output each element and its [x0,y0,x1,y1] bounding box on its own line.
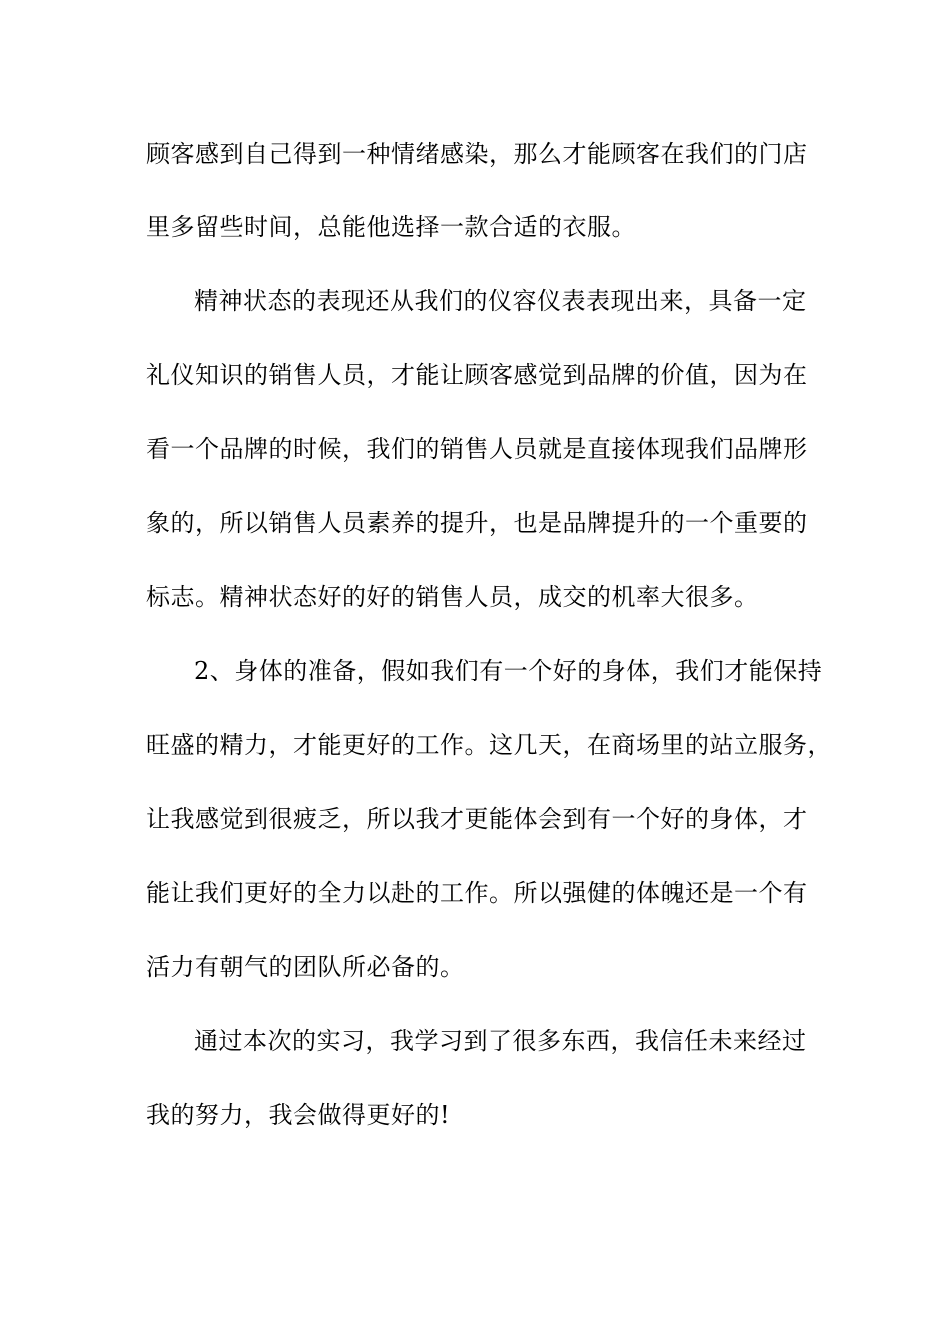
text-line: 象的，所以销售人员素养的提升，也是品牌提升的一个重要的 [146,509,808,537]
text-line: 礼仪知识的销售人员，才能让顾客感觉到品牌的价值，因为在 [146,361,808,389]
text-line: 活力有朝气的团队所必备的。 [146,953,465,981]
text-line: 能让我们更好的全力以赴的工作。所以强健的体魄还是一个有 [146,879,808,907]
paragraph-first-line: 2、身体的准备，假如我们有一个好的身体，我们才能保持 [194,657,823,685]
paragraph-first-line: 通过本次的实习，我学习到了很多东西，我信任未来经过 [194,1027,807,1055]
text-line: 标志。精神状态好的好的销售人员，成交的机率大很多。 [146,583,759,611]
text-line: 顾客感到自己得到一种情绪感染，那么才能顾客在我们的门店 [146,140,808,168]
text-line: 让我感觉到很疲乏，所以我才更能体会到有一个好的身体，才 [146,805,808,833]
text-line: 看一个品牌的时候，我们的销售人员就是直接体现我们品牌形 [146,435,808,463]
text-line: 旺盛的精力，才能更好的工作。这几天，在商场里的站立服务， [146,731,832,759]
text-line: 我的努力，我会做得更好的! [146,1101,451,1129]
text-line: 里多留些时间，总能他选择一款合适的衣服。 [146,213,636,241]
paragraph-first-line: 精神状态的表现还从我们的仪容仪表表现出来，具备一定 [194,287,807,315]
